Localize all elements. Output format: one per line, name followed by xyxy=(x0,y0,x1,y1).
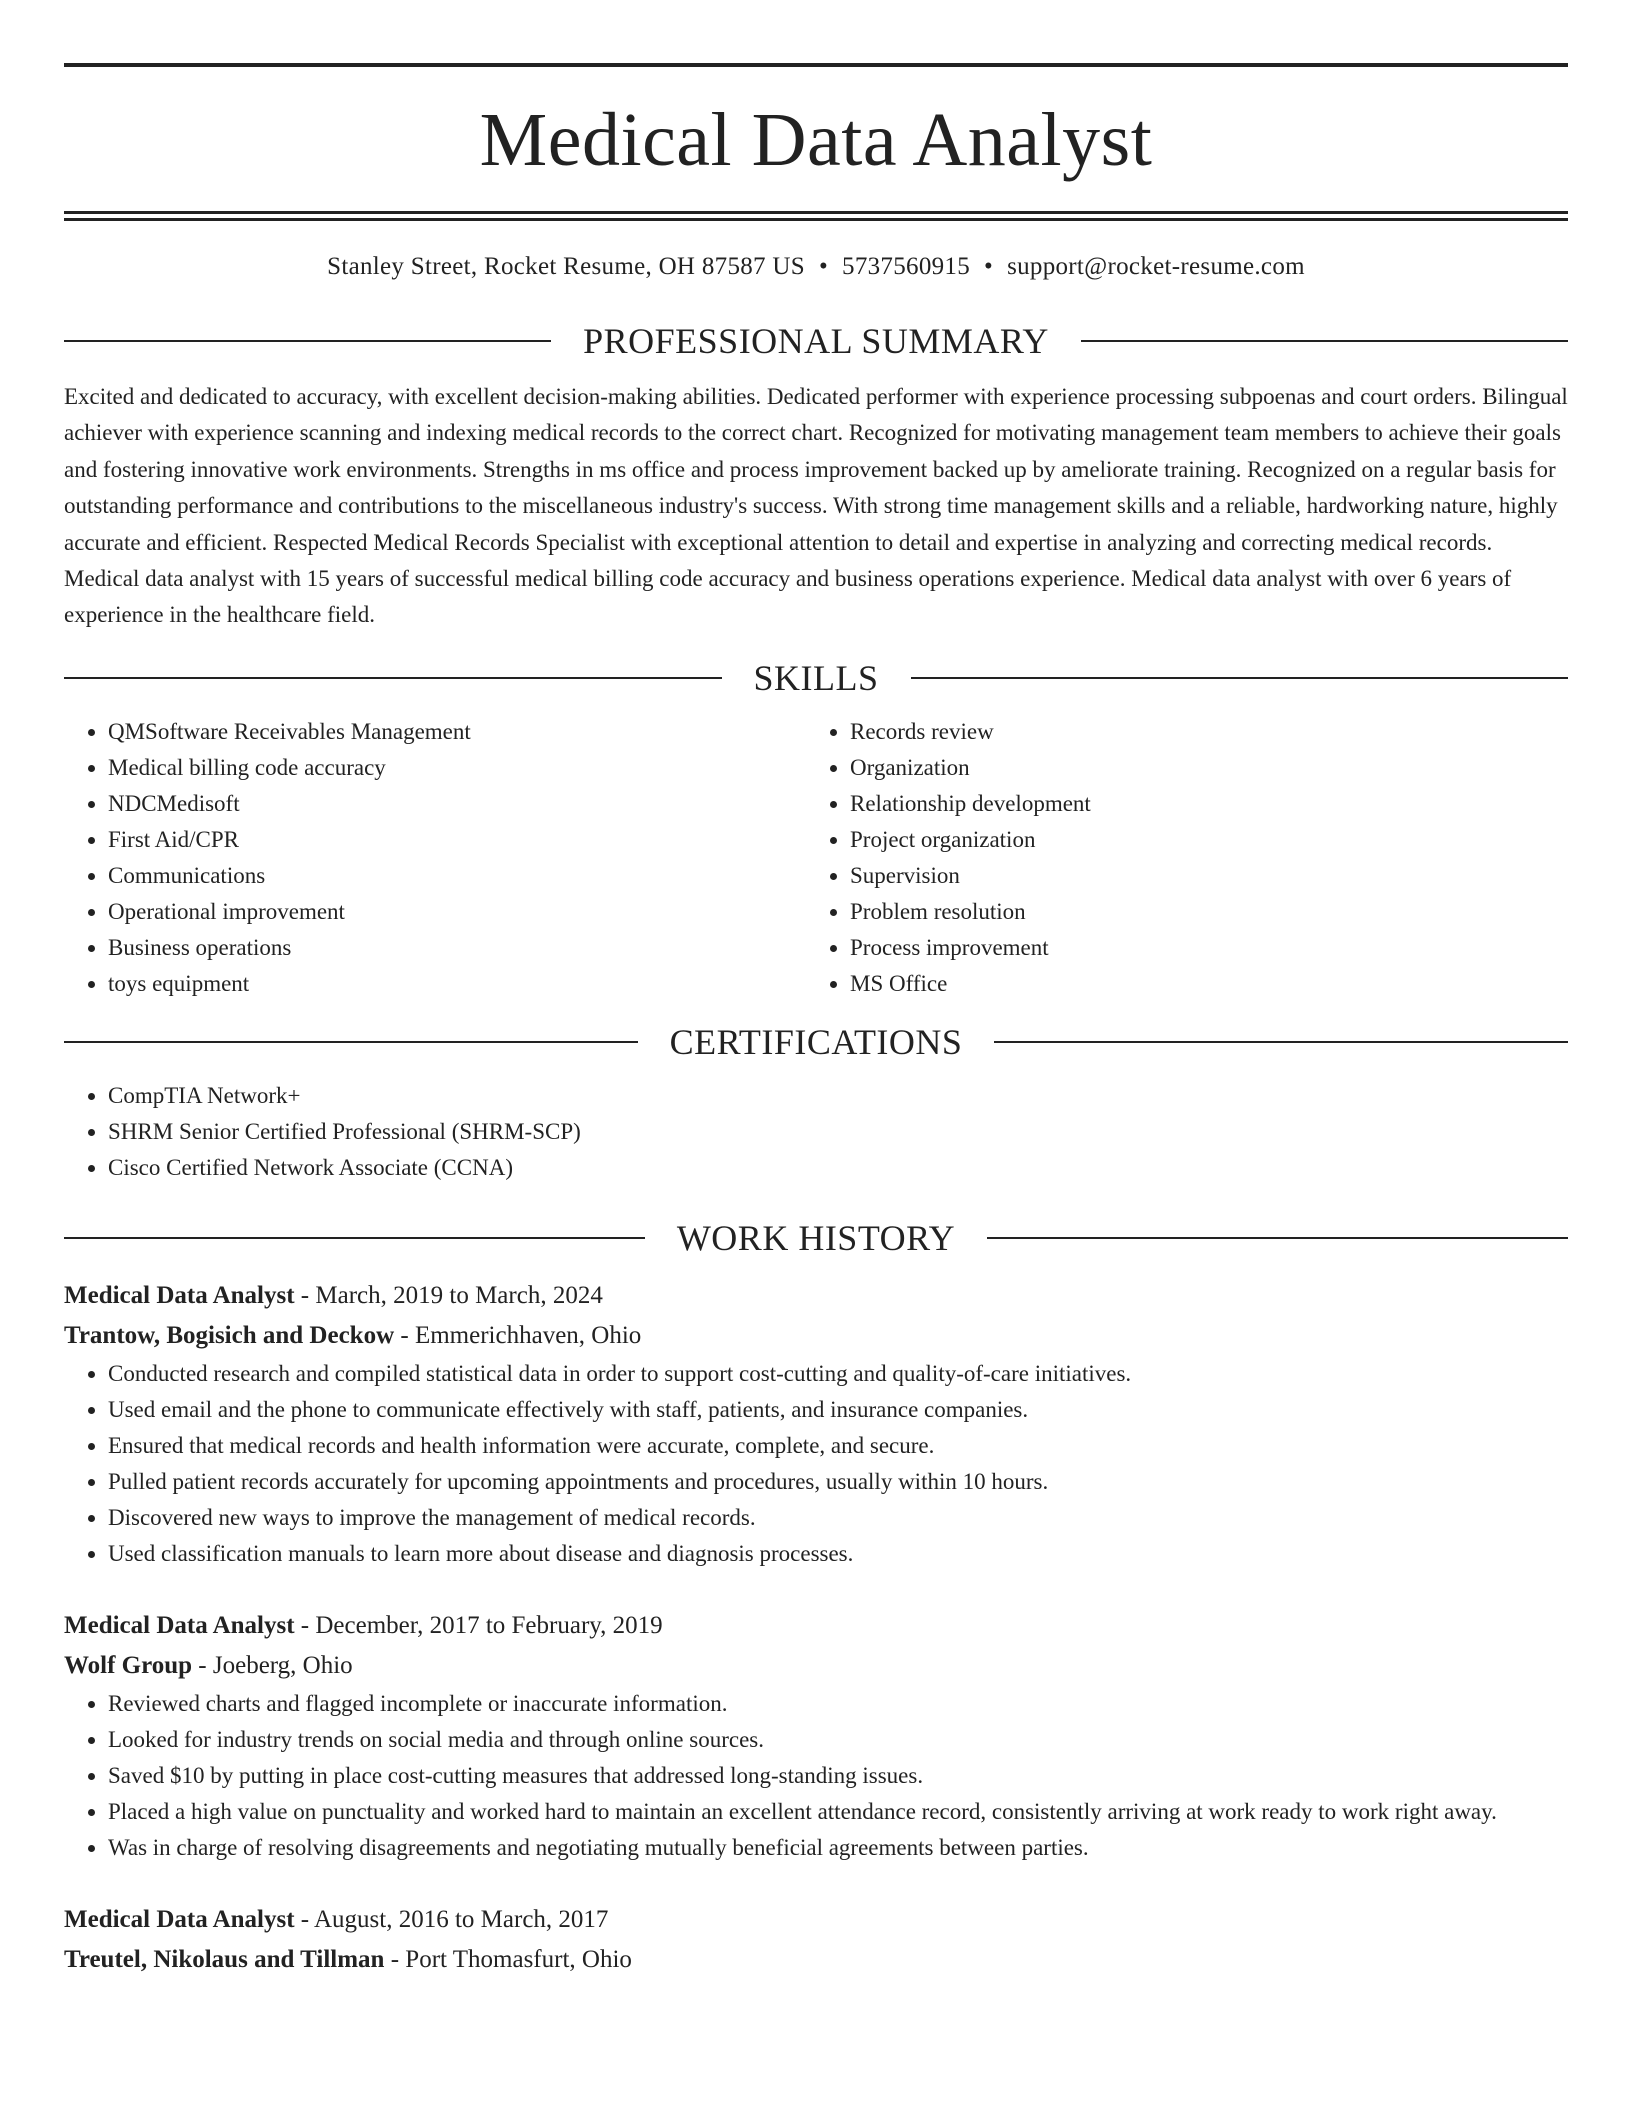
list-item: • Cisco Certified Network Associate (CCNA) xyxy=(108,1150,1568,1186)
job-dates: December, 2017 to February, 2019 xyxy=(315,1611,663,1639)
contact-address: Stanley Street, Rocket Resume, OH 87587 US xyxy=(327,253,805,280)
job-title-line xyxy=(64,1276,1568,1316)
job-bullet: • Saved $10 by putting in place cost-cutting measures that addressed long-standing issues. xyxy=(108,1758,1568,1794)
heading-rule xyxy=(64,677,722,679)
certifications-heading xyxy=(64,1018,1568,1066)
job-title: Medical Data Analyst xyxy=(64,1611,295,1639)
summary-heading-title: PROFESSIONAL SUMMARY xyxy=(583,321,1049,361)
job-company-line xyxy=(64,1940,1568,1980)
skills-list-right xyxy=(806,714,1548,1002)
job-title: Medical Data Analyst xyxy=(64,1281,295,1309)
job-location: Joeberg, Ohio xyxy=(212,1651,353,1679)
list-item: • toys equipment xyxy=(108,966,806,1002)
heading-rule xyxy=(64,340,551,342)
job-bullet: • Was in charge of resolving disagreements and negotiating mutually beneficial agreements between parties. xyxy=(108,1830,1568,1866)
list-item: • Operational improvement xyxy=(108,894,806,930)
job-bullet: • Placed a high value on punctuality and worked hard to maintain an excellent attendance record, consistently arriving at work ready to work right away. xyxy=(108,1794,1568,1830)
list-item: • SHRM Senior Certified Professional (SHRM-SCP) xyxy=(108,1114,1568,1150)
job-bullet: • Looked for industry trends on social media and through online sources. xyxy=(108,1722,1568,1758)
job-company-line xyxy=(64,1646,1568,1686)
job-title-line xyxy=(64,1606,1568,1646)
company-dash: - xyxy=(384,1945,406,1973)
header-bottom-rule xyxy=(64,211,1568,221)
heading-rule xyxy=(994,1041,1568,1043)
certifications-heading-title: CERTIFICATIONS xyxy=(669,1021,963,1062)
work-heading xyxy=(64,1214,1568,1262)
contact-separator: • xyxy=(818,253,829,280)
list-item: • First Aid/CPR xyxy=(108,822,806,858)
heading-rule xyxy=(1081,340,1568,342)
job-dates: March, 2019 to March, 2024 xyxy=(315,1281,603,1309)
work-history-list xyxy=(64,1276,1568,1980)
job-entry xyxy=(64,1606,1568,1866)
skills-list-left xyxy=(64,714,806,1002)
job-bullets xyxy=(64,1356,1568,1572)
summary-heading xyxy=(64,317,1568,365)
list-item: • Records review xyxy=(850,714,1548,750)
job-location: Emmerichhaven, Ohio xyxy=(414,1321,642,1349)
certifications-list xyxy=(64,1078,1568,1186)
heading-rule xyxy=(987,1237,1568,1239)
job-title: Medical Data Analyst xyxy=(64,1905,295,1933)
list-item: • Business operations xyxy=(108,930,806,966)
job-bullet: • Reviewed charts and flagged incomplete or inaccurate information. xyxy=(108,1686,1568,1722)
job-bullets xyxy=(64,1686,1568,1866)
list-item: • Communications xyxy=(108,858,806,894)
heading-rule xyxy=(64,1237,645,1239)
contact-separator: • xyxy=(984,253,994,280)
resume-page xyxy=(64,0,1568,2014)
company-dash: - xyxy=(192,1651,213,1679)
list-item: • QMSoftware Receivables Management xyxy=(108,714,806,750)
job-entry xyxy=(64,1900,1568,1980)
list-item: • Project organization xyxy=(850,822,1548,858)
skills-heading xyxy=(64,654,1568,702)
contact-email: support@rocket-resume.com xyxy=(1007,253,1305,280)
skills-columns xyxy=(64,714,1568,1002)
list-item: • NDCMedisoft xyxy=(108,786,806,822)
list-item: • Organization xyxy=(850,750,1548,786)
list-item: • Problem resolution xyxy=(850,894,1548,930)
job-entry xyxy=(64,1276,1568,1572)
job-company-line xyxy=(64,1316,1568,1356)
contact-line xyxy=(64,251,1568,283)
work-heading-title: WORK HISTORY xyxy=(676,1217,956,1258)
job-location: Port Thomasfurt, Ohio xyxy=(405,1945,632,1973)
list-item: • MS Office xyxy=(850,966,1548,1002)
job-title-line xyxy=(64,1900,1568,1940)
job-bullet: • Used email and the phone to communicate effectively with staff, patients, and insurance companies. xyxy=(108,1392,1568,1428)
resume-name: Medical Data Analyst xyxy=(479,98,1153,182)
summary-text: Excited and dedicated to accuracy, with excellent decision-making abilities. Dedicated performer with experience processing subpoenas and court orders. Bilingual achiever with experience scanning and indexing medical records to the correct chart. Recognized for motivating management team members to achieve their goals and fostering innovative work environments. Strengths in ms office and process improvement backed up by ameliorate training. Recognized on a regular basis for outstanding performance and contributions to the miscellaneous industry's success. With strong time management skills and a reliable, hardworking nature, highly accurate and efficient. Respected Medical Records Specialist with exceptional attention to detail and expertise in analyzing and correcting medical records. Medical data analyst with 15 years of successful medical billing code accuracy and business operations experience. Medical data analyst with over 6 years of experience in the healthcare field. xyxy=(64,384,1568,628)
title-dash: - xyxy=(294,1905,314,1933)
job-company: Treutel, Nikolaus and Tillman xyxy=(64,1945,385,1973)
title-dash: - xyxy=(294,1281,316,1309)
job-dates: August, 2016 to March, 2017 xyxy=(314,1905,609,1933)
list-item: • CompTIA Network+ xyxy=(108,1078,1568,1114)
job-company: Trantow, Bogisich and Deckow xyxy=(64,1321,395,1349)
title-dash: - xyxy=(294,1611,316,1639)
heading-rule xyxy=(64,1041,638,1043)
job-bullet: • Pulled patient records accurately for upcoming appointments and procedures, usually within 10 hours. xyxy=(108,1464,1568,1500)
heading-rule xyxy=(911,677,1569,679)
list-item: • Supervision xyxy=(850,858,1548,894)
job-bullet: • Used classification manuals to learn more about disease and diagnosis processes. xyxy=(108,1536,1568,1572)
job-bullet: • Discovered new ways to improve the management of medical records. xyxy=(108,1500,1568,1536)
job-bullet: • Conducted research and compiled statistical data in order to support cost-cutting and quality-of-care initiatives. xyxy=(108,1356,1568,1392)
job-company: Wolf Group xyxy=(64,1651,193,1679)
job-bullet: • Ensured that medical records and health information were accurate, complete, and secure. xyxy=(108,1428,1568,1464)
list-item: • Medical billing code accuracy xyxy=(108,750,806,786)
company-dash: - xyxy=(394,1321,415,1349)
contact-phone: 5737560915 xyxy=(842,253,971,280)
list-item: • Process improvement xyxy=(850,930,1548,966)
list-item: • Relationship development xyxy=(850,786,1548,822)
skills-heading-title: SKILLS xyxy=(753,657,879,698)
